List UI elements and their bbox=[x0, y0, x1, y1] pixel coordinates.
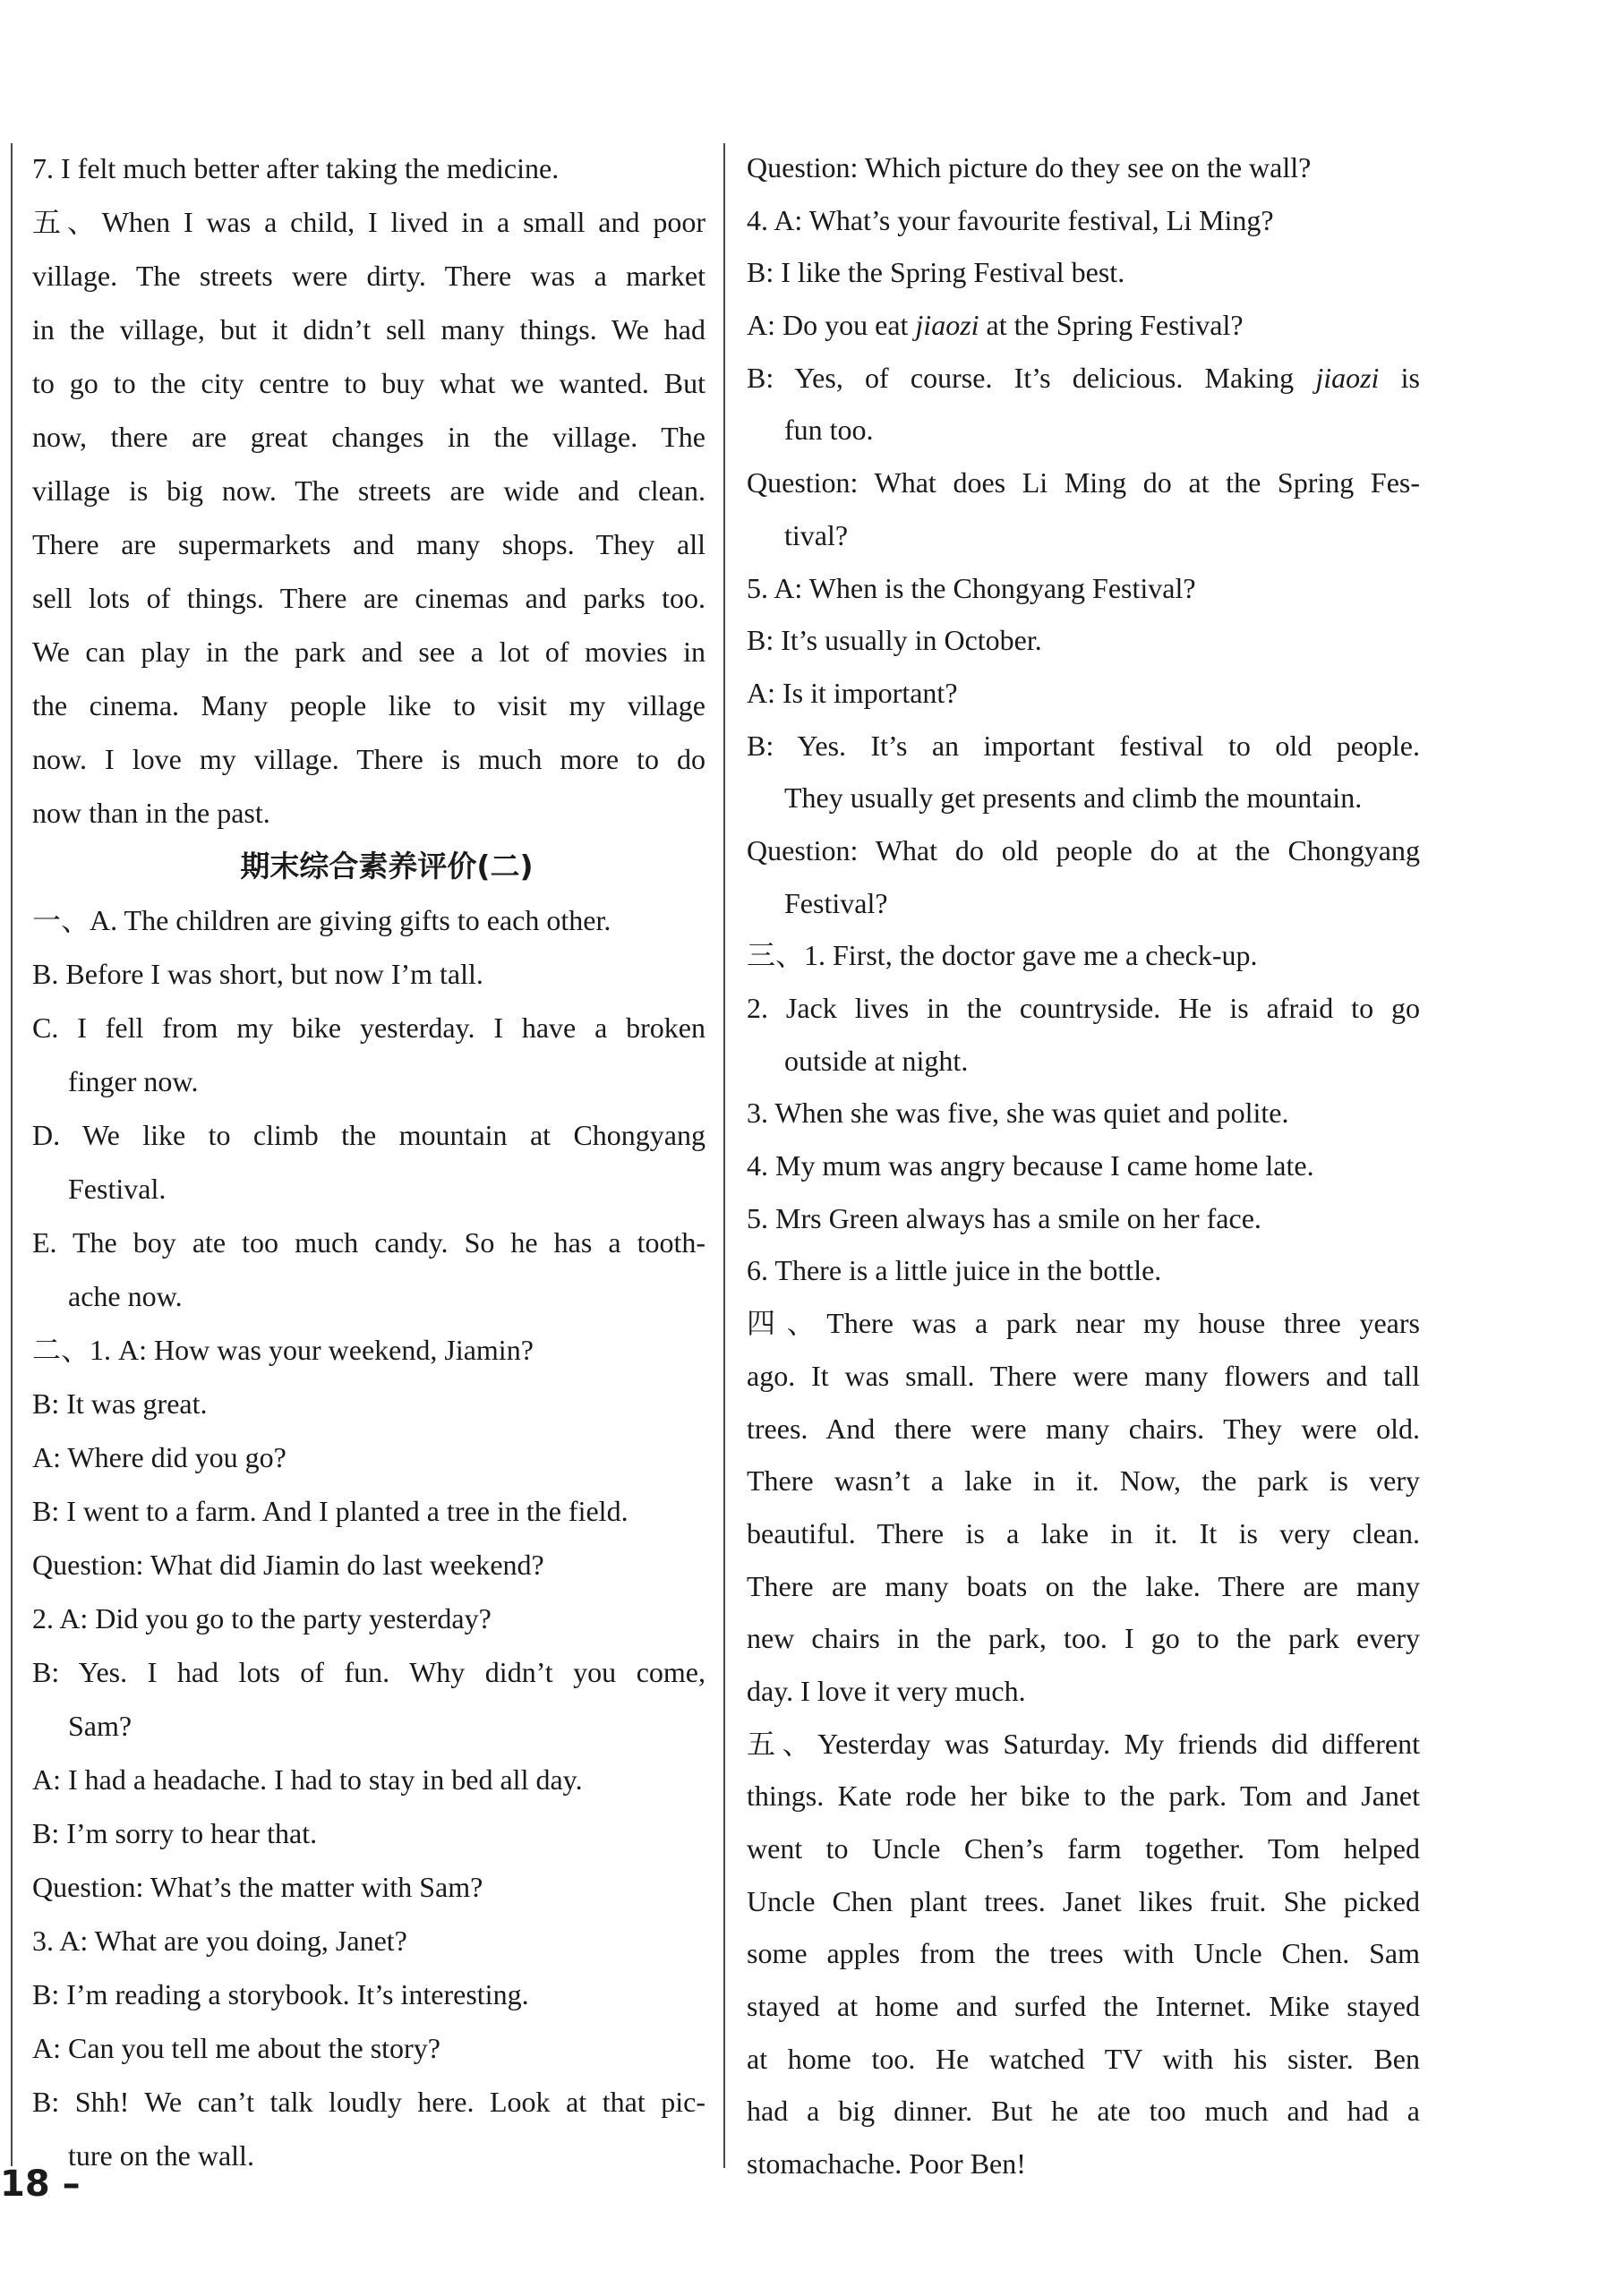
paragraph-line: the cinema. Many people like to visit my village bbox=[32, 689, 705, 721]
dialogue-line: B: Shh! We can’t talk loudly here. Look at that pic- bbox=[32, 2086, 705, 2118]
paragraph-line: in the village, but it didn’t sell many things. We had bbox=[32, 313, 705, 346]
paragraph-line: now. I love my village. There is much more to do bbox=[32, 743, 705, 775]
paragraph-line: ago. It was small. There were many flowers and tall bbox=[747, 1359, 1420, 1392]
text-run: B: Yes, of course. It’s delicious. Making bbox=[747, 361, 1316, 394]
dialogue-line: 2. A: Did you go to the party yesterday? bbox=[32, 1602, 492, 1635]
dialogue-line: 3. A: What are you doing, Janet? bbox=[32, 1925, 407, 1957]
paragraph-line: village. The streets were dirty. There was a market bbox=[32, 260, 705, 292]
dialogue-line: B: I like the Spring Festival best. bbox=[747, 256, 1125, 289]
dialogue-line: B: Yes. I had lots of fun. Why didn’t you come, bbox=[32, 1656, 705, 1688]
right-column bbox=[747, 141, 1420, 2190]
dialogue-line: fun too. bbox=[784, 414, 874, 447]
paragraph-line: There are many boats on the lake. There are many bbox=[747, 1569, 1420, 1602]
text-run: is bbox=[1379, 361, 1420, 394]
section-heading: 期末综合素养评价(二) bbox=[240, 849, 534, 883]
text-run: at the Spring Festival? bbox=[979, 309, 1244, 342]
text-line: 7. I felt much better after taking the medicine. bbox=[32, 152, 560, 184]
dialogue-line bbox=[747, 299, 1420, 352]
question-line: Festival? bbox=[784, 886, 888, 919]
answer-line: 三、1. First, the doctor gave me a check-up. bbox=[747, 939, 1258, 972]
dialogue-line bbox=[747, 352, 1420, 405]
answer-line: 4. My mum was angry because I came home late. bbox=[747, 1149, 1314, 1182]
dialogue-line: B: It was great. bbox=[32, 1387, 208, 1420]
answer-line: outside at night. bbox=[784, 1044, 969, 1077]
column-divider bbox=[723, 143, 725, 2168]
paragraph-line: beautiful. There is a lake in it. It is very clean. bbox=[747, 1516, 1420, 1549]
paragraph-line: some apples from the trees with Uncle Chen. Sam bbox=[747, 1937, 1420, 1970]
answer-line: 3. When she was five, she was quiet and polite. bbox=[747, 1097, 1289, 1130]
paragraph-line: now than in the past. bbox=[32, 797, 270, 829]
question-line: Question: What did Jiamin do last weekend? bbox=[32, 1549, 544, 1581]
italic-word: jiaozi bbox=[1315, 361, 1380, 394]
paragraph-line: village is big now. The streets are wide and clean. bbox=[32, 474, 705, 507]
paragraph-line: things. Kate rode her bike to the park. Tom and Janet bbox=[747, 1780, 1420, 1813]
answer-line: C. I fell from my bike yesterday. I have a broken bbox=[32, 1011, 705, 1044]
answer-line: ache now. bbox=[68, 1280, 183, 1312]
paragraph-line: stomachache. Poor Ben! bbox=[747, 2147, 1026, 2181]
answer-line: E. The boy ate too much candy. So he has a tooth- bbox=[32, 1226, 705, 1259]
paragraph-line: trees. And there were many chairs. They were old. bbox=[747, 1412, 1420, 1445]
dialogue-line: 4. A: What’s your favourite festival, Li Ming? bbox=[747, 203, 1274, 236]
answer-line: Festival. bbox=[68, 1173, 167, 1205]
dialogue-line: B: I’m sorry to hear that. bbox=[32, 1817, 318, 1849]
question-line: Question: What does Li Ming do at the Spring Fes- bbox=[747, 466, 1420, 499]
left-column bbox=[32, 141, 705, 2182]
answer-line: 2. Jack lives in the countryside. He is afraid to go bbox=[747, 992, 1420, 1024]
paragraph-line: at home too. He watched TV with his sister. Ben bbox=[747, 2042, 1420, 2075]
page-number: 18 – bbox=[0, 2164, 81, 2205]
paragraph-line: There are supermarkets and many shops. They all bbox=[32, 528, 705, 560]
answer-line: finger now. bbox=[68, 1065, 199, 1097]
answer-line: D. We like to climb the mountain at Chongyang bbox=[32, 1119, 705, 1151]
answer-line: 5. Mrs Green always has a smile on her face. bbox=[747, 1201, 1261, 1234]
dialogue-line: 5. A: When is the Chongyang Festival? bbox=[747, 571, 1196, 604]
answer-line: B. Before I was short, but now I’m tall. bbox=[32, 958, 483, 990]
paragraph-line: sell lots of things. There are cinemas and parks too. bbox=[32, 582, 705, 614]
question-line: Question: What do old people do at the Chongyang bbox=[747, 833, 1420, 866]
left-margin-rule bbox=[11, 143, 13, 2166]
paragraph-line: new chairs in the park, too. I go to the park every bbox=[747, 1622, 1420, 1655]
paragraph-line: stayed at home and surfed the Internet. Mike stayed bbox=[747, 1990, 1420, 2023]
paragraph-line: We can play in the park and see a lot of movies in bbox=[32, 636, 705, 668]
dialogue-line: B: It’s usually in October. bbox=[747, 624, 1042, 657]
paragraph-line: had a big dinner. But he ate too much and had a bbox=[747, 2095, 1420, 2128]
paragraph-line: 五、Yesterday was Saturday. My friends did different bbox=[747, 1727, 1420, 1760]
paragraph-line: Uncle Chen plant trees. Janet likes fruit. She picked bbox=[747, 1884, 1420, 1917]
dialogue-line: A: Is it important? bbox=[747, 676, 958, 709]
dialogue-line: Sam? bbox=[68, 1710, 133, 1742]
dialogue-line: ture on the wall. bbox=[68, 2139, 254, 2172]
paragraph-line: 五、When I was a child, I lived in a small and poor bbox=[32, 206, 705, 238]
question-line: Question: Which picture do they see on the wall? bbox=[747, 151, 1312, 184]
question-line: tival? bbox=[784, 518, 849, 551]
question-line: Question: What’s the matter with Sam? bbox=[32, 1871, 483, 1903]
dialogue-line: A: I had a headache. I had to stay in bed all day. bbox=[32, 1763, 583, 1796]
dialogue-line: B: I went to a farm. And I planted a tree in the field. bbox=[32, 1495, 628, 1527]
dialogue-line: A: Can you tell me about the story? bbox=[32, 2032, 440, 2064]
paragraph-line: 四、There was a park near my house three years bbox=[747, 1307, 1420, 1340]
paragraph-line: went to Uncle Chen’s farm together. Tom helped bbox=[747, 1832, 1420, 1865]
text-run: A: Do you eat bbox=[747, 309, 916, 342]
paragraph-line: There wasn’t a lake in it. Now, the park is very bbox=[747, 1464, 1420, 1498]
italic-word: jiaozi bbox=[915, 309, 979, 342]
dialogue-line: B: Yes. It’s an important festival to old people. bbox=[747, 729, 1420, 762]
dialogue-line: A: Where did you go? bbox=[32, 1441, 286, 1473]
dialogue-line: They usually get presents and climb the mountain. bbox=[784, 781, 1363, 815]
paragraph-line: now, there are great changes in the village. The bbox=[32, 421, 705, 453]
dialogue-line: 二、1. A: How was your weekend, Jiamin? bbox=[32, 1334, 534, 1366]
answer-line: 一、A. The children are giving gifts to each other. bbox=[32, 904, 611, 936]
paragraph-line: day. I love it very much. bbox=[747, 1674, 1026, 1707]
dialogue-line: B: I’m reading a storybook. It’s interesting. bbox=[32, 1978, 529, 2010]
answer-line: 6. There is a little juice in the bottle. bbox=[747, 1254, 1162, 1287]
paragraph-line: to go to the city centre to buy what we wanted. But bbox=[32, 367, 705, 399]
